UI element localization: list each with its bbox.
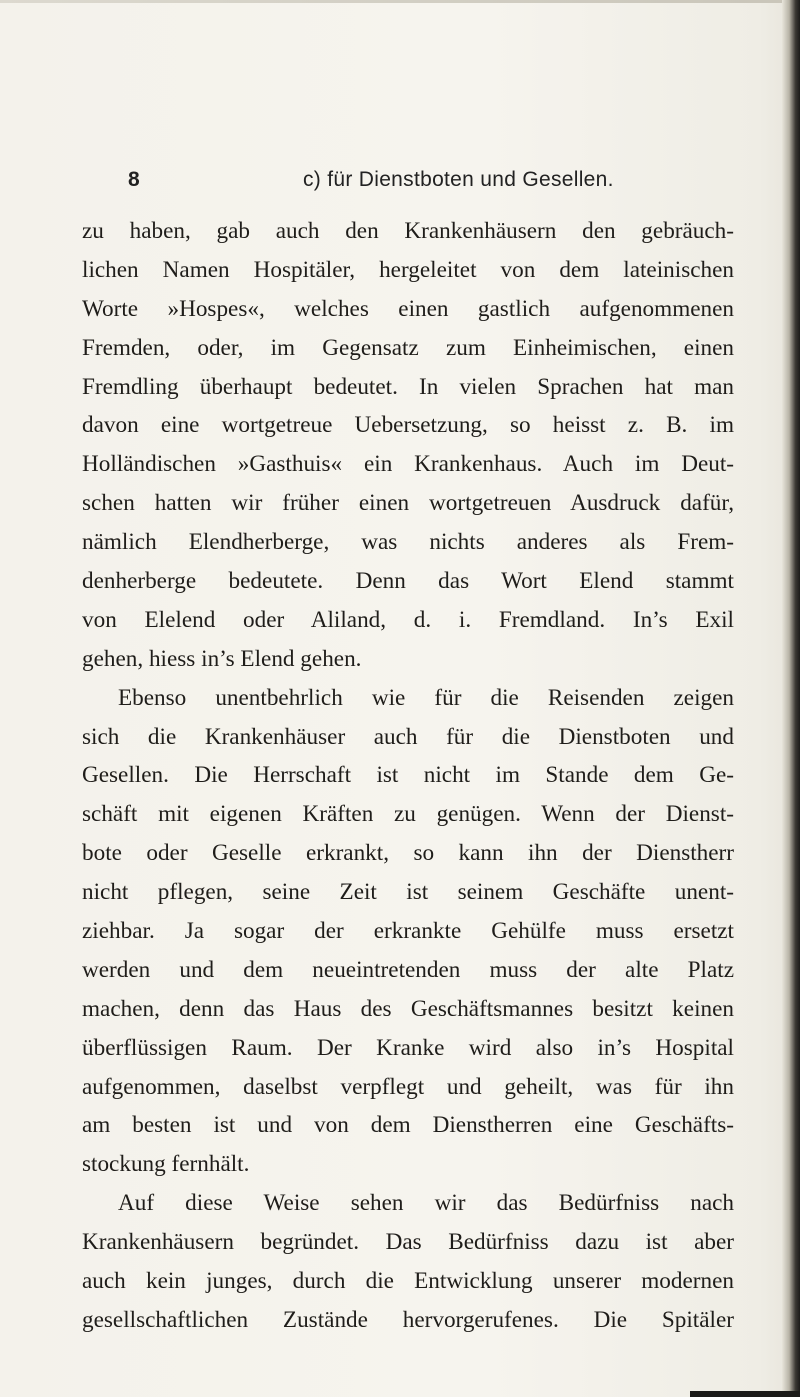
text-line: werden und dem neueintretenden muss der alte Platz bbox=[82, 956, 734, 983]
text-line: Fremden, oder, im Gegensatz zum Einheimischen, einen bbox=[82, 334, 734, 361]
page-bottom-edge bbox=[690, 1391, 800, 1397]
page-top-edge bbox=[0, 0, 800, 3]
book-spine-shadow bbox=[782, 0, 800, 1397]
text-line: schen hatten wir früher einen wortgetreuen Ausdruck dafür, bbox=[82, 490, 734, 517]
text-line: bote oder Geselle erkrankt, so kann ihn der Dienstherr bbox=[82, 840, 734, 867]
text-line: Fremdling überhaupt bedeutet. In vielen Sprachen hat man bbox=[82, 373, 734, 400]
text-line: sich die Krankenhäuser auch für die Dienstboten und bbox=[82, 723, 734, 750]
text-line: Krankenhäusern begründet. Das Bedürfniss dazu ist aber bbox=[82, 1229, 734, 1256]
text-line: nicht pflegen, seine Zeit ist seinem Geschäfte unent- bbox=[82, 879, 734, 906]
text-line: davon eine wortgetreue Uebersetzung, so heisst z. B. im bbox=[82, 412, 734, 439]
running-head: c) für Dienstboten und Gesellen. bbox=[303, 168, 614, 191]
text-line: lichen Namen Hospitäler, hergeleitet von dem lateinischen bbox=[82, 256, 734, 283]
text-line: Gesellen. Die Herrschaft ist nicht im Stande dem Ge- bbox=[82, 762, 734, 789]
text-line: Auf diese Weise sehen wir das Bedürfniss nach bbox=[118, 1190, 734, 1217]
text-line: machen, denn das Haus des Geschäftsmannes besitzt keinen bbox=[82, 995, 734, 1022]
text-line: nämlich Elendherberge, was nichts anderes als Frem- bbox=[82, 529, 734, 556]
text-line: Ebenso unentbehrlich wie für die Reisenden zeigen bbox=[118, 684, 734, 711]
text-line: gesellschaftlichen Zustände hervorgerufenes. Die Spitäler bbox=[82, 1306, 734, 1333]
text-line: aufgenommen, daselbst verpflegt und geheilt, was für ihn bbox=[82, 1073, 734, 1100]
text-line: Worte »Hospes«, welches einen gastlich aufgenommenen bbox=[82, 295, 734, 322]
text-line: zu haben, gab auch den Krankenhäusern den gebräuch- bbox=[82, 218, 734, 244]
text-line: Holländischen »Gasthuis« ein Krankenhaus. Auch im Deut- bbox=[82, 451, 734, 478]
page-number: 8 bbox=[128, 168, 140, 191]
text-line: überflüssigen Raum. Der Kranke wird also in’s Hospital bbox=[82, 1034, 734, 1061]
text-line: gehen, hiess in’s Elend gehen. bbox=[82, 645, 362, 672]
text-line: am besten ist und von dem Dienstherren eine Geschäfts- bbox=[82, 1112, 734, 1139]
body-text bbox=[82, 212, 734, 1340]
text-line: schäft mit eigenen Kräften zu genügen. Wenn der Dienst- bbox=[82, 801, 734, 828]
text-line: denherberge bedeutete. Denn das Wort Elend stammt bbox=[82, 568, 734, 595]
text-line: stockung fernhält. bbox=[82, 1151, 250, 1178]
page-header bbox=[128, 168, 732, 198]
text-line: von Elelend oder Aliland, d. i. Fremdland. In’s Exil bbox=[82, 606, 734, 633]
text-line: auch kein junges, durch die Entwicklung unserer modernen bbox=[82, 1268, 734, 1295]
text-line: ziehbar. Ja sogar der erkrankte Gehülfe muss ersetzt bbox=[82, 918, 734, 945]
